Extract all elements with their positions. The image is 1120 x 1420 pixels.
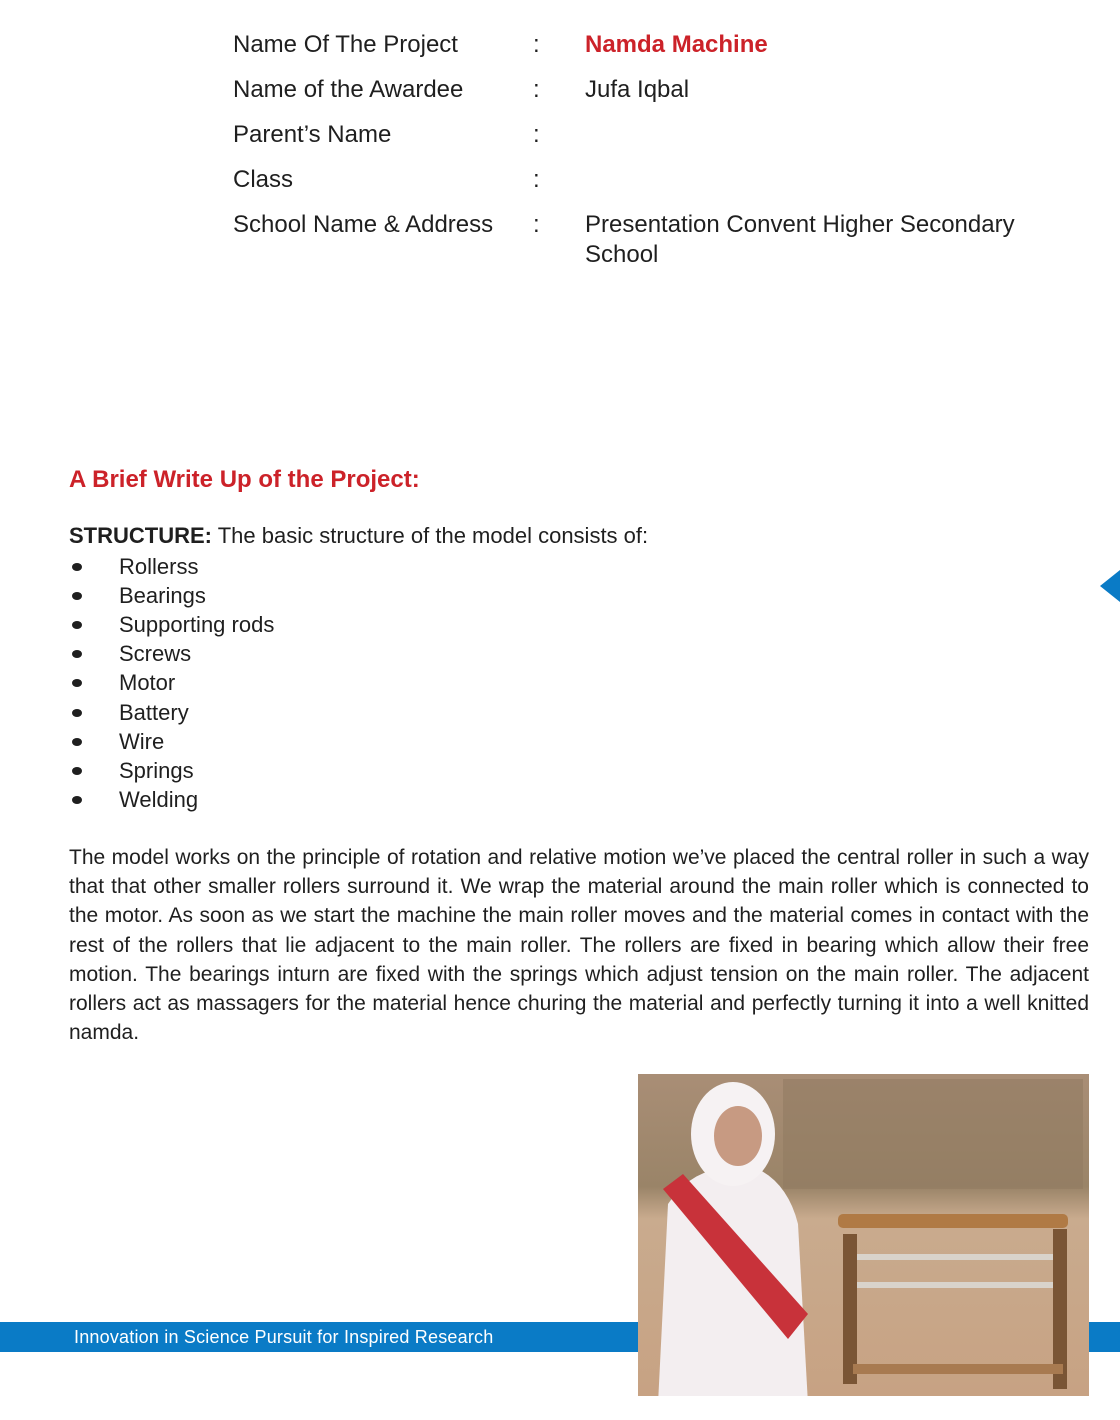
photo-frame-left [843, 1234, 857, 1384]
colon: : [533, 166, 540, 193]
writeup-heading: A Brief Write Up of the Project: [69, 466, 420, 493]
awardee-label: Name of the Awardee [233, 76, 464, 103]
photo-base [853, 1364, 1063, 1374]
colon: : [533, 211, 540, 238]
awardee-value: Jufa Iqbal [585, 76, 690, 103]
list-item [69, 581, 274, 610]
project-name-value: Namda Machine [585, 31, 768, 58]
bullet-icon [72, 738, 82, 746]
list-item [69, 552, 274, 581]
part-label: Motor [119, 670, 176, 696]
parent-name-label: Parent’s Name [233, 121, 392, 148]
list-item [69, 640, 274, 669]
part-label: Bearings [119, 582, 206, 608]
bullet-icon [72, 709, 82, 717]
project-name-label: Name Of The Project [233, 31, 458, 58]
bullet-icon [72, 679, 82, 687]
school-value: Presentation Convent Higher Secondary School [585, 211, 1015, 268]
bullet-icon [72, 621, 82, 629]
structure-intro-text: The basic structure of the model consists of: [212, 523, 649, 548]
photo-illustration [638, 1074, 1089, 1396]
photo-main-roller [838, 1214, 1068, 1228]
structure-label: STRUCTURE: [69, 523, 212, 548]
structure-intro [69, 522, 648, 550]
photo-rod [848, 1282, 1058, 1288]
part-label: Welding [119, 787, 199, 813]
project-description: The model works on the principle of rotation and relative motion we’ve placed the central roller in such a way that that other smaller rollers surround it. We wrap the material around the main roller which is connected to the motor. As soon as we start the machine the main roller moves and the material comes in contact with the rest of the rollers that lie adjacent to the main roller. The rollers are fixed in bearing which allow their free motion. The bearings inturn are fixed with the springs which adjust tension on the main roller. The adjacent rollers act as massagers for the material hence churing the material and perfectly turning it into a well knitted namda. [69, 846, 1089, 1045]
colon: : [533, 31, 540, 58]
class-value [585, 165, 1065, 195]
triangle-left-icon[interactable] [1100, 570, 1120, 602]
photo-figure-face [714, 1106, 762, 1166]
footer-tagline: Innovation in Science Pursuit for Inspired Research [74, 1327, 494, 1347]
bullet-icon [72, 563, 82, 571]
part-label: Supporting rods [119, 611, 275, 637]
info-row-awardee [233, 75, 1093, 105]
list-item [69, 786, 274, 815]
colon: : [533, 121, 540, 148]
list-item [69, 610, 274, 639]
part-label: Wire [119, 728, 165, 754]
part-label: Springs [119, 757, 194, 783]
class-label: Class [233, 166, 294, 193]
part-label: Screws [119, 641, 192, 667]
bullet-icon [72, 796, 82, 804]
bullet-icon [72, 650, 82, 658]
school-label: School Name & Address [233, 211, 494, 238]
photo-rod [848, 1254, 1058, 1260]
parent-name-value [585, 120, 1065, 150]
colon: : [533, 76, 540, 103]
part-label: Battery [119, 699, 189, 725]
part-label: Rollerss [119, 553, 199, 579]
list-item [69, 727, 274, 756]
list-item [69, 669, 274, 698]
parts-list [69, 552, 274, 815]
info-row-class [233, 165, 1093, 195]
project-info-table [233, 30, 1093, 285]
photo-wall-shadow [783, 1079, 1083, 1189]
list-item [69, 698, 274, 727]
bullet-icon [72, 592, 82, 600]
info-row-project [233, 30, 1093, 60]
bullet-icon [72, 767, 82, 775]
info-row-school [233, 210, 1093, 270]
info-row-parent [233, 120, 1093, 150]
project-photo [638, 1074, 1089, 1396]
list-item [69, 756, 274, 785]
